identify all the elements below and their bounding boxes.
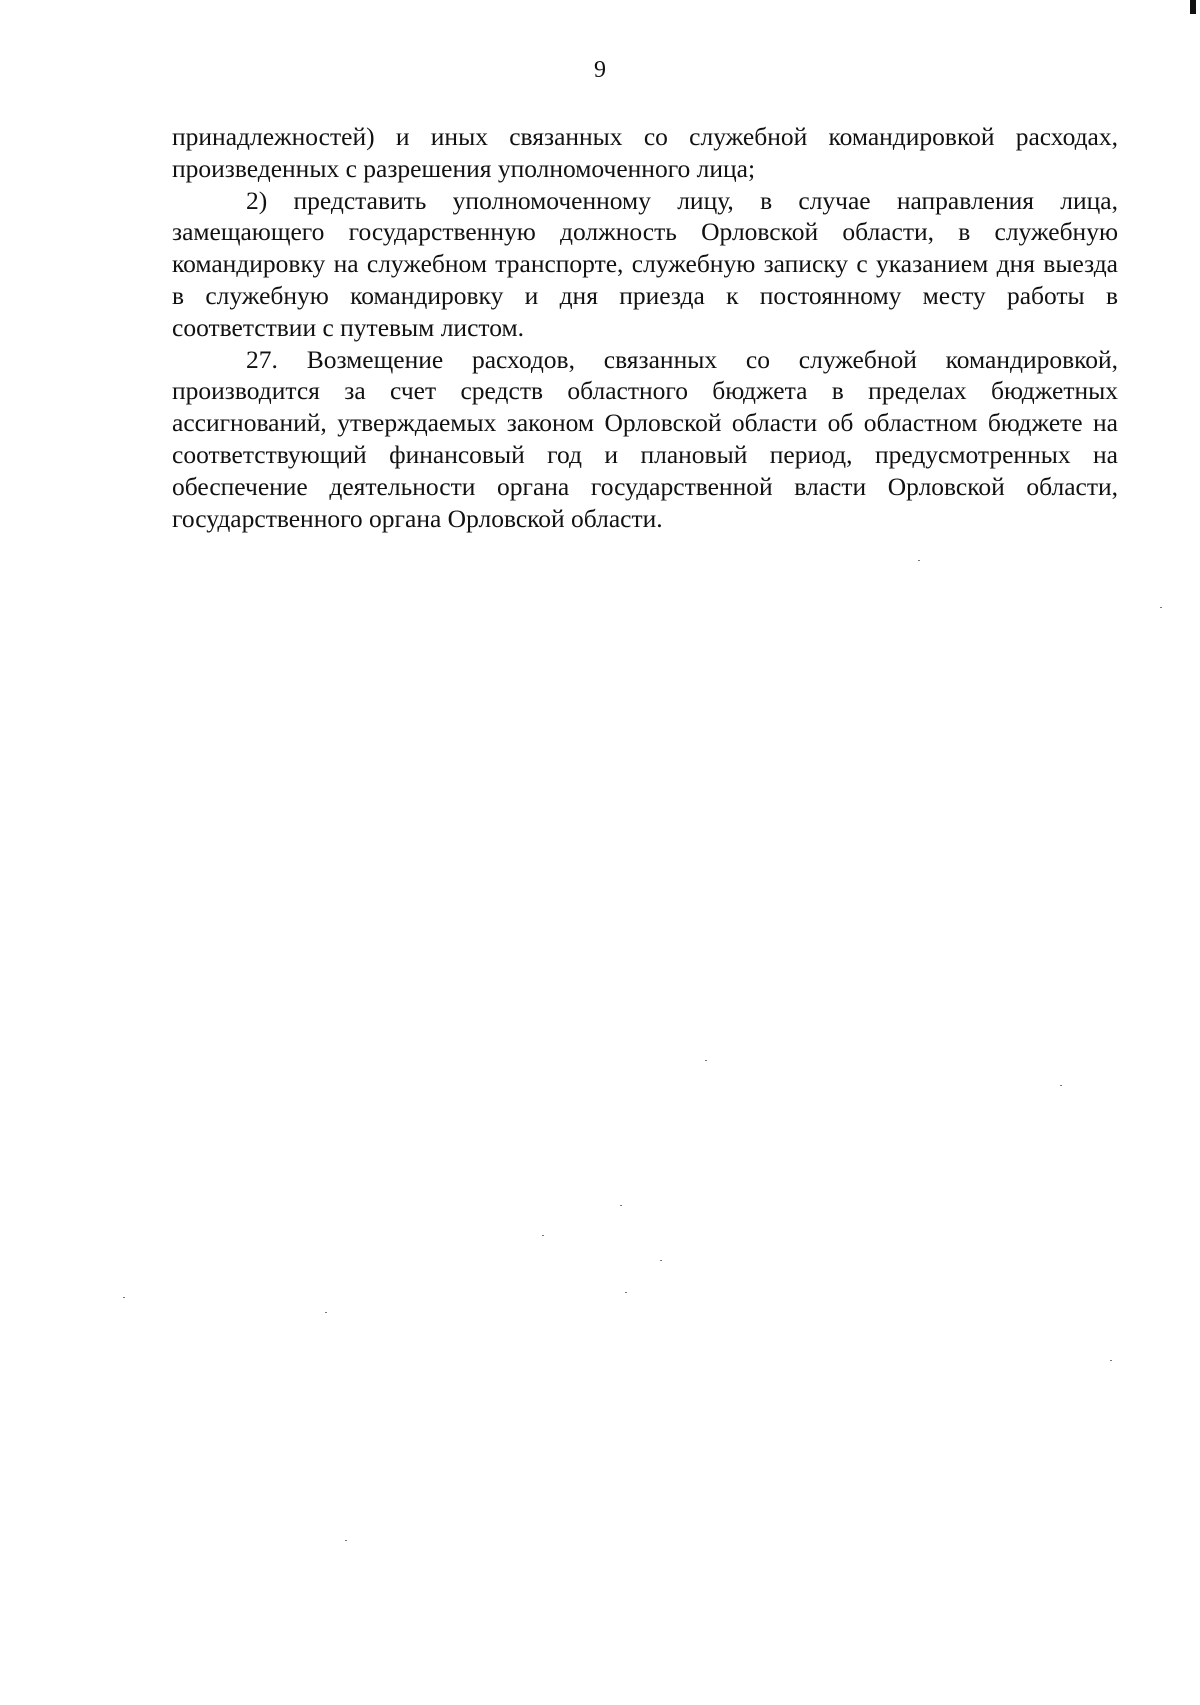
text-line: производится за счет средств областного бюджета в пределах бюджетных <box>172 376 1118 406</box>
scan-speck <box>705 1060 707 1061</box>
scan-speck <box>1160 607 1162 608</box>
paragraph-continuation <box>172 121 1118 185</box>
document-body <box>172 121 1118 534</box>
text-line: бюджете на соответствующий финансовый год и плановый период, <box>172 408 1118 469</box>
text-line: предусмотренных на обеспечение деятельности органа государственной <box>172 439 1118 501</box>
scan-speck <box>625 1292 627 1293</box>
scan-speck <box>123 1297 125 1298</box>
scan-speck <box>620 1205 622 1206</box>
text-line: принадлежностей) и иных связанных со служебной командировкой расходах, <box>172 122 1118 151</box>
text-line: 2) представить уполномоченному лицу, в случае направления лица, <box>246 185 1118 215</box>
page-number: 9 <box>594 57 606 83</box>
text-line: дня выезда в служебную командировку и дня приезда к постоянному месту <box>172 249 1118 310</box>
paragraph-item-2 <box>172 185 1118 344</box>
text-line: замещающего государственную должность Орловской области, в служебную <box>172 217 1118 247</box>
text-line: 27. Возмещение расходов, связанных со служебной командировкой, <box>246 344 1118 374</box>
paragraph-item-27 <box>172 344 1118 535</box>
scan-speck <box>325 1312 327 1313</box>
scan-speck <box>918 560 920 561</box>
text-line: работы в соответствии с путевым листом. <box>172 280 1119 342</box>
text-line: ассигнований, утверждаемых законом Орловской области об областном <box>172 408 978 438</box>
text-line: командировку на служебном транспорте, служебную записку с указанием <box>172 249 989 279</box>
scan-corner-mark <box>1190 0 1196 14</box>
scan-speck <box>1110 1360 1112 1361</box>
scan-speck <box>660 1260 662 1261</box>
scan-speck <box>542 1235 544 1236</box>
text-line: власти Орловской области, государственного органа Орловской области. <box>172 471 1118 533</box>
text-line: произведенных с разрешения уполномоченного лица; <box>172 153 756 183</box>
scan-speck <box>1060 1085 1062 1086</box>
scan-speck <box>345 1540 347 1541</box>
